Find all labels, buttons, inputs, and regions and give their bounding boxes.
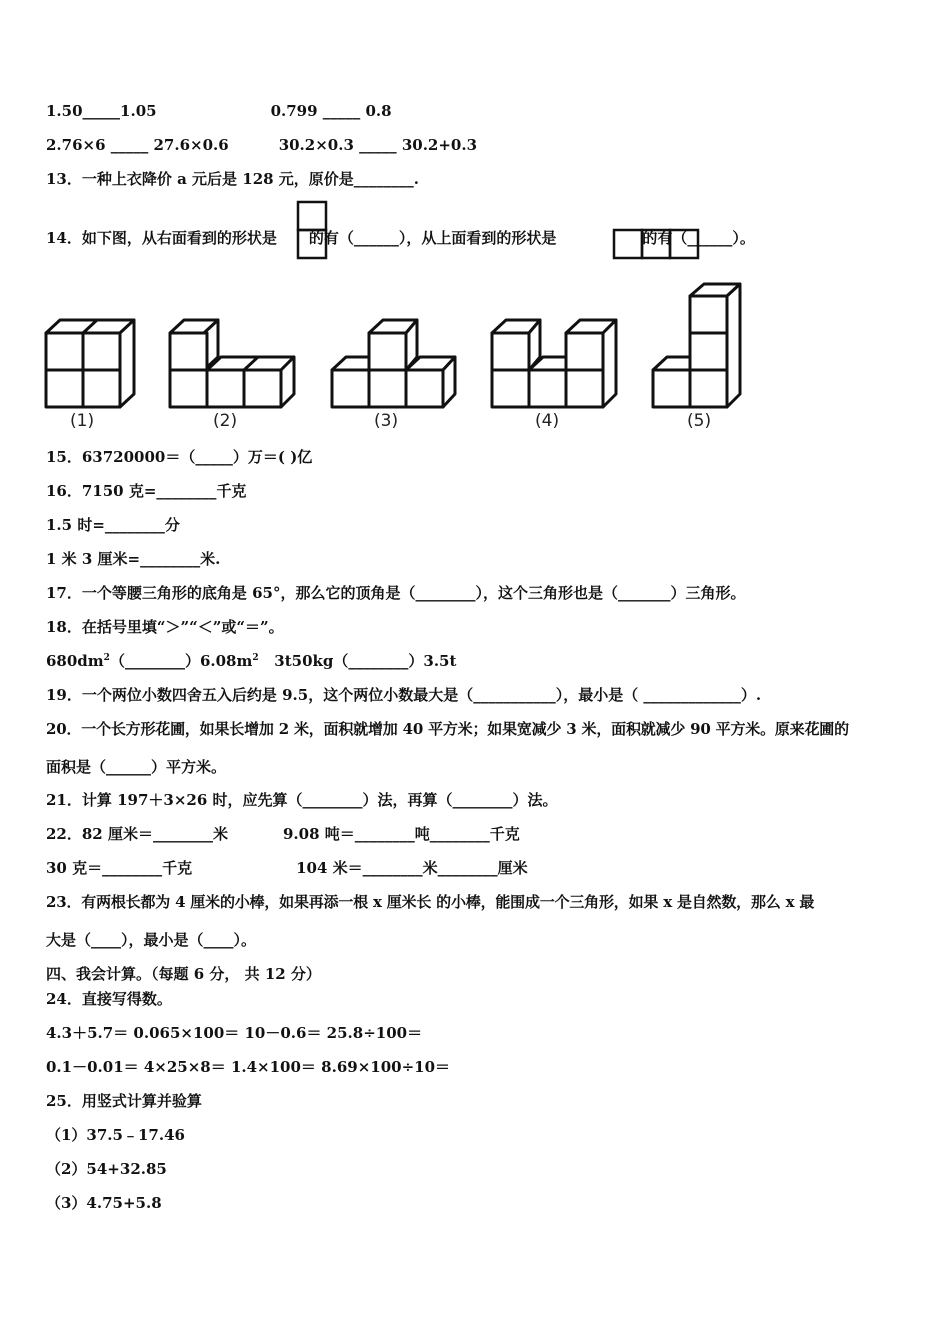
- q18-sup-1: 2: [103, 653, 110, 663]
- question-21: 21．计算 197＋3×26 时，应先算（________）法，再算（________）法。: [46, 791, 558, 809]
- question-13: 13．一种上衣降价 a 元后是 128 元，原价是________.: [46, 170, 420, 188]
- q14-part2: 的有（______），从上面看到的形状是: [308, 229, 557, 247]
- question-18-title: 18．在括号里填“＞”“＜”或“＝”。: [46, 618, 284, 636]
- question-20-line1: 20．一个长方形花圃，如果长增加 2 米，面积就增加 40 平方米；如果宽减少 3 米，面积就减少 90 平方米。原来花圃的: [46, 720, 849, 738]
- q18-sup-2: 2: [252, 653, 259, 663]
- q18-a1: 680dm: [46, 652, 104, 670]
- compare-r2a: 2.76×6 _____ 27.6×0.6: [46, 136, 229, 154]
- compare-r1b: 0.799 _____ 0.8: [270, 102, 392, 120]
- q18-a3: 3t50kg（________）3.5t: [258, 652, 457, 670]
- question-25-item-3: （3）4.75+5.8: [46, 1194, 162, 1212]
- section-4-heading: 四、我会计算。（每题 6 分， 共 12 分）: [46, 965, 321, 983]
- question-24-row2: 0.1－0.01＝ 4×25×8＝ 1.4×100＝ 8.69×100÷10＝: [46, 1058, 451, 1076]
- question-24-row1: 4.3＋5.7＝ 0.065×100＝ 10－0.6＝ 25.8÷100＝: [46, 1024, 423, 1042]
- cube-figure-5: [653, 284, 740, 407]
- q22-r2b: 104 米＝________米________厘米: [296, 859, 528, 877]
- figure-label-5: (5): [687, 411, 712, 431]
- question-25-title: 25．用竖式计算并验算: [46, 1092, 202, 1110]
- q22-r1a: 22．82 厘米＝________米: [46, 825, 228, 843]
- q14-part3: 的有（______）。: [642, 229, 755, 247]
- question-24-title: 24．直接写得数。: [46, 990, 172, 1008]
- compare-r2b: 30.2×0.3 _____ 30.2+0.3: [278, 136, 478, 154]
- question-25-item-1: （1）37.5﹣17.46: [46, 1126, 185, 1144]
- q14-part1: 14．如下图，从右面看到的形状是: [46, 229, 277, 247]
- question-22-row2: [46, 858, 528, 878]
- cube-figure-4: [492, 320, 616, 407]
- question-25-item-2: （2）54+32.85: [46, 1160, 167, 1178]
- question-18-items: [46, 651, 456, 671]
- figure-label-1: (1): [70, 411, 95, 431]
- cube-figure-1: [46, 320, 134, 407]
- right-view-shape-icon: [298, 202, 326, 258]
- question-17: 17．一个等腰三角形的底角是 65°，那么它的顶角是（________），这个三角形也是（_______）三角形。: [46, 584, 746, 602]
- question-22-row1: [46, 824, 520, 844]
- question-15: 15．63720000＝（_____）万＝( )亿: [46, 448, 313, 466]
- question-16-a: 16．7150 克=________千克: [46, 482, 247, 500]
- figure-label-2: (2): [213, 411, 238, 431]
- cube-figure-3: [332, 320, 455, 407]
- compare-r1a: 1.50_____1.05: [46, 102, 157, 120]
- cube-figures: [0, 0, 950, 440]
- question-20-line2: 面积是（______）平方米。: [46, 758, 227, 776]
- cube-figure-2: [170, 320, 294, 407]
- q22-r1b: 9.08 吨＝________吨________千克: [282, 825, 520, 843]
- q18-a2: （________）6.08m: [109, 652, 253, 670]
- question-16-b: 1.5 时=________分: [46, 516, 180, 534]
- q22-r2a: 30 克＝________千克: [46, 859, 193, 877]
- figure-label-3: (3): [374, 411, 399, 431]
- figure-label-4: (4): [535, 411, 560, 431]
- question-23-line1: 23．有两根长都为 4 厘米的小棒，如果再添一根 x 厘米长 的小棒，能围成一个三角形，如果 x 是自然数，那么 x 最: [46, 893, 815, 911]
- top-view-shape-icon: [614, 230, 698, 258]
- question-19: 19．一个两位小数四舍五入后约是 9.5，这个两位小数最大是（___________），最小是（ _____________）.: [46, 686, 762, 704]
- question-23-line2: 大是（____），最小是（____）。: [46, 931, 257, 949]
- question-16-c: 1 米 3 厘米=________米.: [46, 550, 221, 568]
